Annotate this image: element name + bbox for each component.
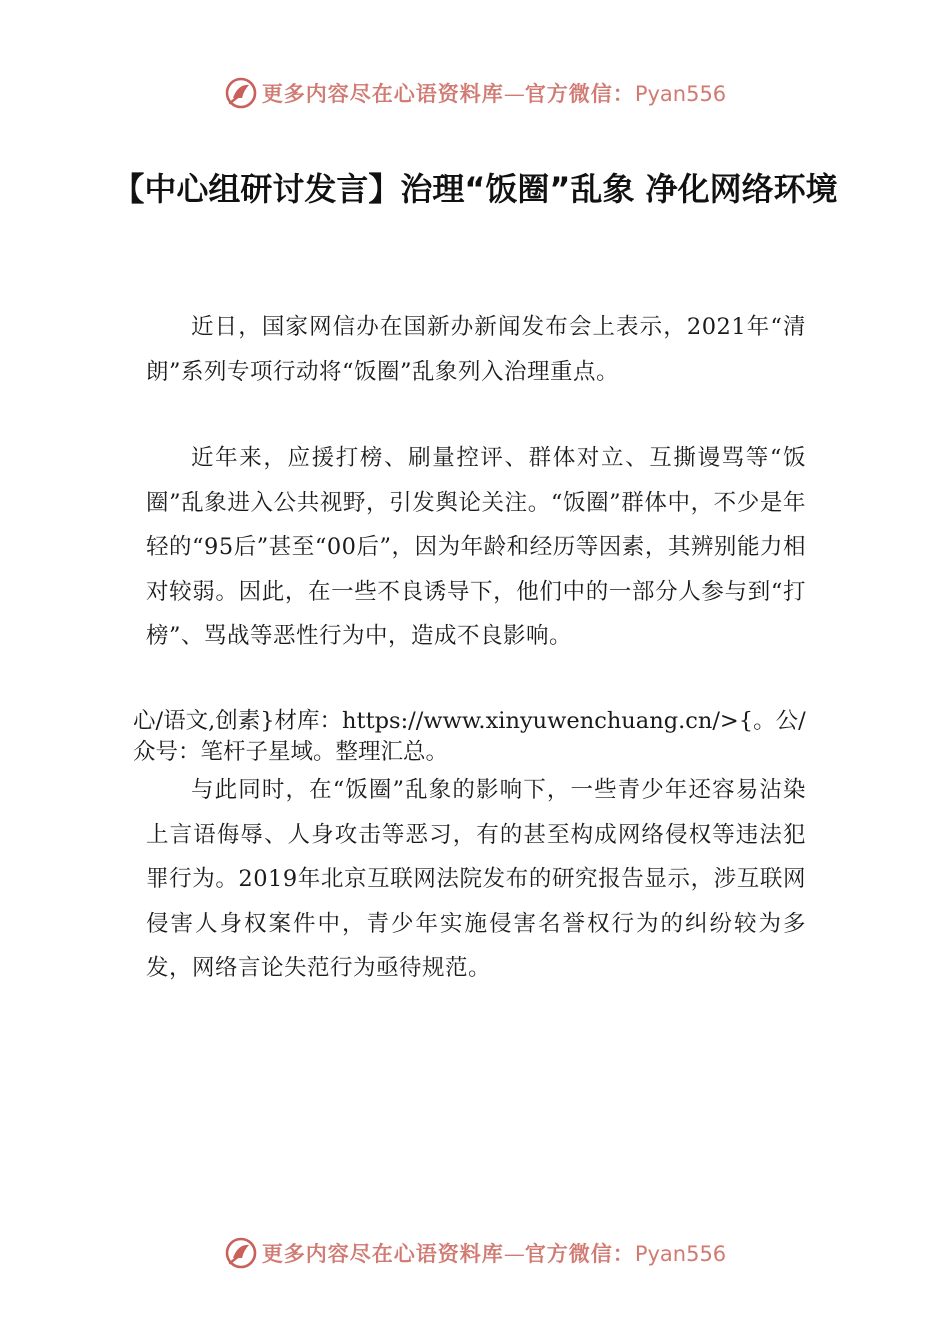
banner-wechat-id: Pyan556	[634, 82, 727, 106]
banner-text	[262, 1238, 726, 1268]
footer-banner	[0, 1231, 950, 1275]
banner-wechat-id: Pyan556	[634, 1242, 727, 1266]
paragraph-3: 与此同时，在“饭圈”乱象的影响下，一些青少年还容易沾染上言语侮辱、人身攻击等恶习，有的甚至构成网络侵权等违法犯罪行为。2019年北京互联网法院发布的研究报告显示，涉互联网侵害人身权案件中，青少年实施侵害名誉权行为的纠纷较为多发，网络言论失范行为亟待规范。	[146, 777, 806, 981]
brand-logo-icon	[224, 1236, 258, 1270]
banner-label: 官方微信：	[524, 81, 635, 106]
banner-label: 官方微信：	[524, 1241, 635, 1266]
document-title: 【中心组研讨发言】治理“饭圈”乱象 净化网络环境	[112, 170, 838, 208]
banner-dash: —	[503, 1242, 525, 1266]
banner-text	[262, 78, 726, 108]
brand-logo-icon	[224, 76, 258, 110]
inserted-source-note: 心/语文,创素}材库：https://www.xinyuwenchuang.cn/>{。公/众号：笔杆子星域。整理汇总。	[133, 708, 806, 765]
banner-dash: —	[503, 82, 525, 106]
paragraph-2: 近年来，应援打榜、刷量控评、群体对立、互撕谩骂等“饭圈”乱象进入公共视野，引发舆论关注。“饭圈”群体中，不少是年轻的“95后”甚至“00后”，因为年龄和经历等因素，其辨别能力相对较弱。因此，在一些不良诱导下，他们中的一部分人参与到“打榜”、骂战等恶性行为中，造成不良影响。	[146, 445, 806, 649]
banner-main-text: 更多内容尽在心语资料库	[261, 1241, 504, 1266]
header-banner	[0, 71, 950, 115]
banner-main-text: 更多内容尽在心语资料库	[261, 81, 504, 106]
paragraph-1: 近日，国家网信办在国新办新闻发布会上表示，2021年“清朗”系列专项行动将“饭圈”乱象列入治理重点。	[146, 314, 806, 385]
